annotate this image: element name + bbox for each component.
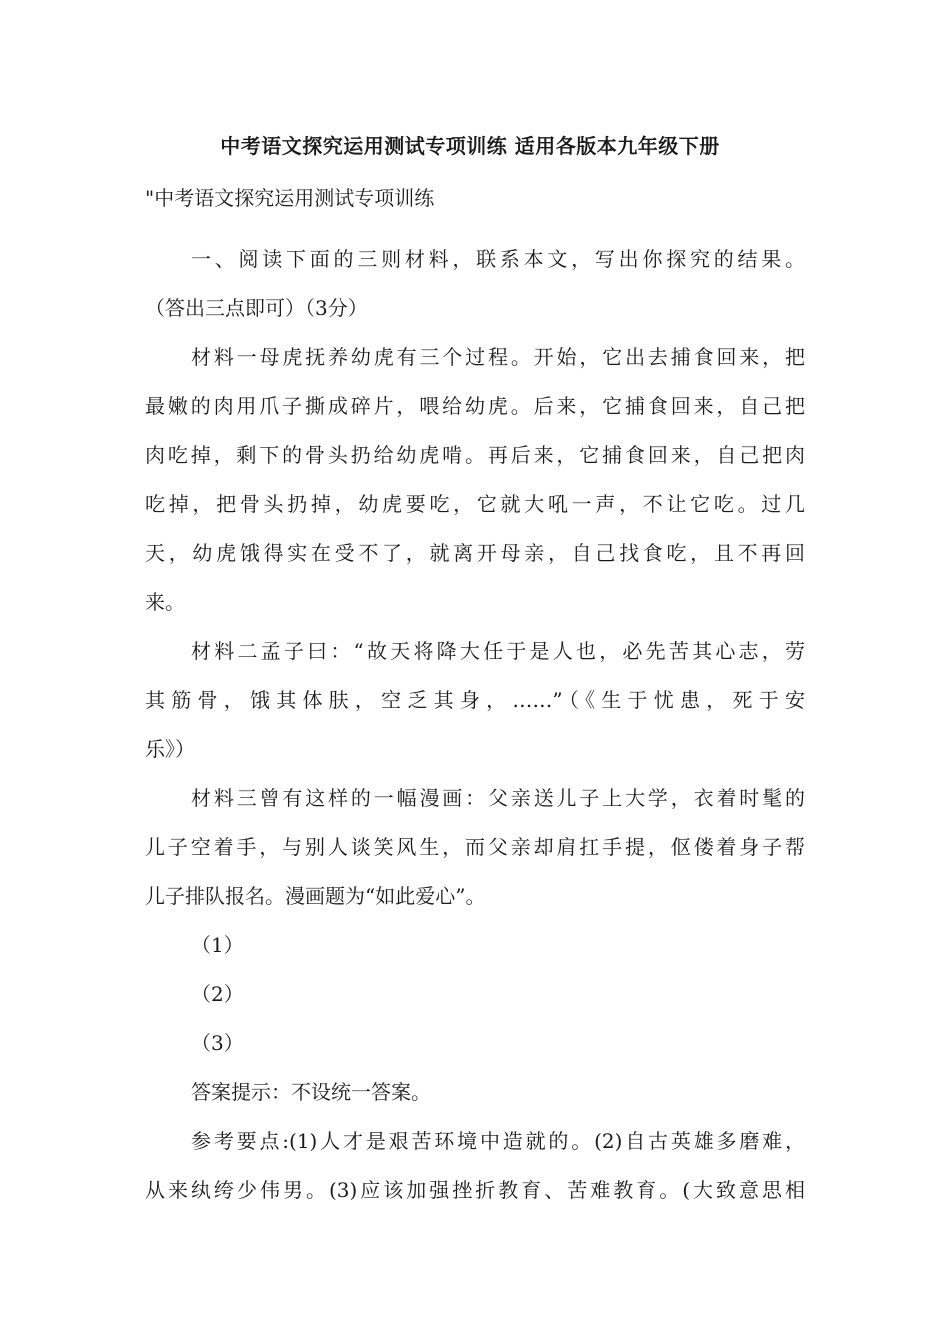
material-one: [145, 333, 805, 627]
question-line: （答出三点即可）（3分）: [145, 296, 368, 320]
blank-item-1: （1）: [191, 933, 244, 957]
material-two: [145, 627, 805, 774]
material-one-line: 吃掉，把骨头扔掉，幼虎要吃，它就大吼一声，不让它吃。过几: [145, 492, 805, 516]
answer-hint: 答案提示：不设统一答案。: [191, 1080, 431, 1104]
question-block: [145, 235, 805, 333]
answer-blanks: [145, 921, 805, 1068]
document-page: [145, 130, 805, 1215]
material-two-line: 材料二孟子曰：“故天将降大任于是人也，必先苦其心志，劳: [191, 639, 805, 663]
material-one-line: 天，幼虎饿得实在受不了，就离开母亲，自己找食吃，且不再回: [145, 541, 805, 565]
material-one-line: 来。: [145, 590, 185, 614]
material-two-line: 其筋骨，饿其体肤，空乏其身，……”（《生于忧患，死于安: [145, 688, 805, 712]
material-three-line: 儿子空着手，与别人谈笑风生，而父亲却肩扛手提，伛偻着身子帮: [145, 835, 805, 859]
material-one-line: 肉吃掉，剩下的骨头扔给幼虎啃。再后来，它捕食回来，自己把肉: [145, 443, 805, 467]
material-one-line: 材料一母虎抚养幼虎有三个过程。开始，它出去捕食回来，把: [191, 345, 805, 369]
blank-item-2: （2）: [191, 982, 244, 1006]
question-line: 一、阅读下面的三则材料，联系本文，写出你探究的结果。: [191, 247, 805, 271]
material-three: [145, 774, 805, 921]
material-two-line: 乐》）: [145, 737, 195, 761]
reference-line: 从来纨绔少伟男。(3)应该加强挫折教育、苦难教育。(大致意思相: [145, 1178, 805, 1202]
reference-line: 参考要点:(1)人才是艰苦环境中造就的。(2)自古英雄多磨难，: [191, 1129, 805, 1153]
material-three-line: 儿子排队报名。漫画题为“如此爱心”。: [145, 884, 486, 908]
reference-points: [145, 1117, 805, 1215]
document-subtitle: "中考语文探究运用测试专项训练: [145, 186, 435, 210]
blank-item-3: （3）: [191, 1031, 244, 1055]
material-one-line: 最嫩的肉用爪子撕成碎片，喂给幼虎。后来，它捕食回来，自己把: [145, 394, 805, 418]
document-title: 中考语文探究运用测试专项训练 适用各版本九年级下册: [220, 134, 720, 158]
material-three-line: 材料三曾有这样的一幅漫画：父亲送儿子上大学，衣着时髦的: [191, 786, 805, 810]
